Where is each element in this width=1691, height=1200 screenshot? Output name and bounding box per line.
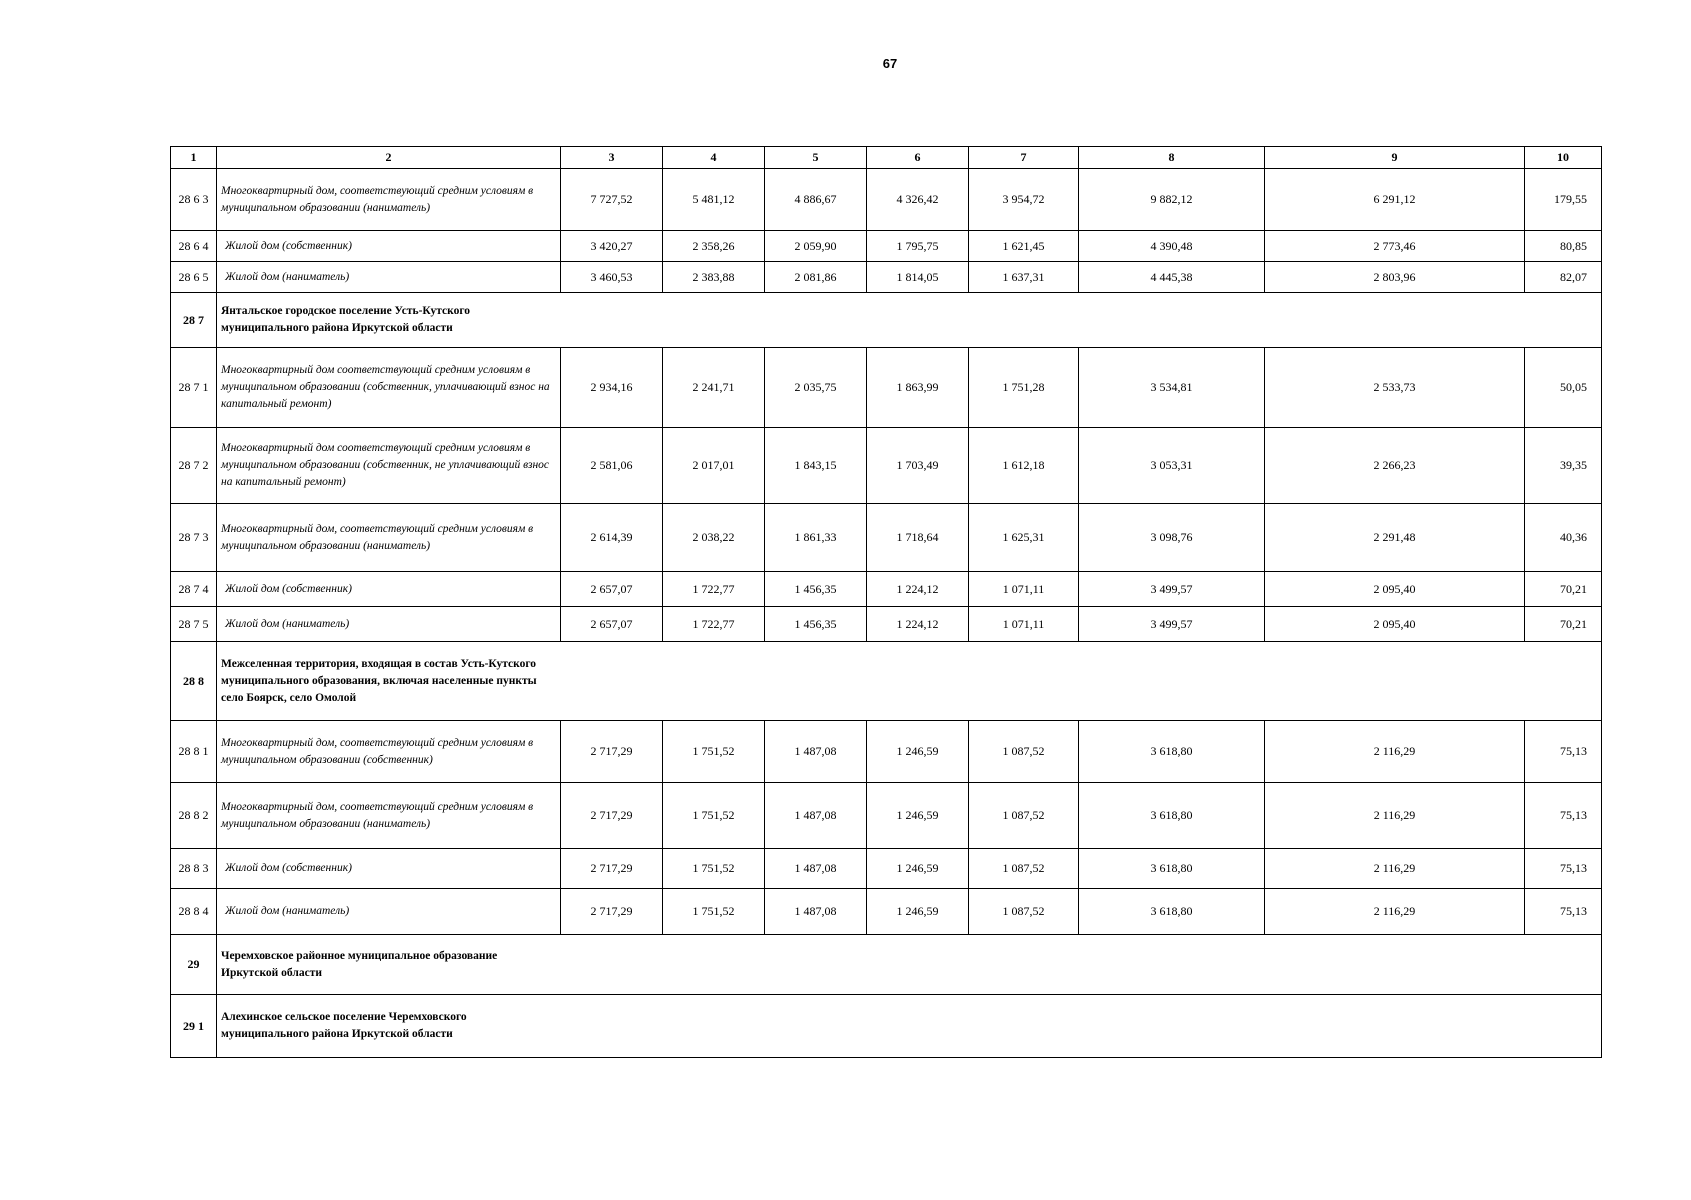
- value-cell-col-6: 1 224,12: [867, 572, 969, 607]
- table-row: [171, 889, 1602, 935]
- value-cell-col-4: 1 751,52: [663, 889, 765, 935]
- section-row: [171, 293, 1602, 348]
- value-cell-col-7: 1 087,52: [969, 849, 1079, 889]
- table-row: [171, 572, 1602, 607]
- value-cell-col-5: 2 081,86: [765, 262, 867, 293]
- section-row: [171, 642, 1602, 721]
- value-cell-col-10: 179,55: [1525, 169, 1602, 231]
- value-cell-col-3: 2 717,29: [561, 783, 663, 849]
- value-cell-col-3: 2 657,07: [561, 607, 663, 642]
- section-title: [217, 642, 1602, 721]
- row-description: Многоквартирный дом, соответствующий средним условиям в муниципальном образовании (собственник): [217, 721, 561, 783]
- value-cell-col-8: 4 390,48: [1079, 231, 1265, 262]
- section-title: [217, 935, 1602, 995]
- value-cell-col-9: 2 116,29: [1265, 849, 1525, 889]
- section-title-text: Межселенная территория, входящая в состав Усть-Кутского муниципального образования, включая населенные пункты село Боярск, село Омолой: [221, 657, 537, 704]
- value-cell-col-8: 4 445,38: [1079, 262, 1265, 293]
- row-code: 28 8 2: [171, 783, 217, 849]
- table-row: [171, 169, 1602, 231]
- row-code: 28 6 4: [171, 231, 217, 262]
- tariff-table: [170, 146, 1602, 1058]
- section-title-text: Алехинское сельское поселение Черемховского муниципального района Иркутской области: [221, 1011, 467, 1040]
- value-cell-col-10: 40,36: [1525, 504, 1602, 572]
- table-row: [171, 504, 1602, 572]
- value-cell-col-5: 1 456,35: [765, 607, 867, 642]
- value-cell-col-10: 82,07: [1525, 262, 1602, 293]
- row-description: Жилой дом (наниматель): [217, 889, 561, 935]
- value-cell-col-7: 1 087,52: [969, 889, 1079, 935]
- value-cell-col-9: 2 116,29: [1265, 721, 1525, 783]
- value-cell-col-7: 1 637,31: [969, 262, 1079, 293]
- value-cell-col-5: 1 843,15: [765, 428, 867, 504]
- value-cell-col-4: 1 722,77: [663, 572, 765, 607]
- value-cell-col-5: 1 456,35: [765, 572, 867, 607]
- value-cell-col-9: 2 266,23: [1265, 428, 1525, 504]
- value-cell-col-9: 2 095,40: [1265, 572, 1525, 607]
- value-cell-col-6: 1 718,64: [867, 504, 969, 572]
- value-cell-col-7: 1 625,31: [969, 504, 1079, 572]
- value-cell-col-7: 1 612,18: [969, 428, 1079, 504]
- value-cell-col-4: 2 241,71: [663, 348, 765, 428]
- value-cell-col-8: 3 098,76: [1079, 504, 1265, 572]
- row-code: 29 1: [171, 995, 217, 1058]
- table-row: [171, 607, 1602, 642]
- value-cell-col-5: 1 487,08: [765, 889, 867, 935]
- value-cell-col-4: 1 751,52: [663, 783, 765, 849]
- value-cell-col-9: 2 803,96: [1265, 262, 1525, 293]
- table-row: [171, 849, 1602, 889]
- section-title: [217, 995, 1602, 1058]
- value-cell-col-10: 50,05: [1525, 348, 1602, 428]
- column-header: 6: [867, 147, 969, 169]
- value-cell-col-8: 3 618,80: [1079, 721, 1265, 783]
- value-cell-col-9: 2 095,40: [1265, 607, 1525, 642]
- row-description: Многоквартирный дом, соответствующий средним условиям в муниципальном образовании (наниматель): [217, 783, 561, 849]
- value-cell-col-9: 6 291,12: [1265, 169, 1525, 231]
- value-cell-col-3: 7 727,52: [561, 169, 663, 231]
- value-cell-col-8: 3 618,80: [1079, 849, 1265, 889]
- column-header: 10: [1525, 147, 1602, 169]
- row-code: 28 8: [171, 642, 217, 721]
- table-row: [171, 348, 1602, 428]
- value-cell-col-10: 70,21: [1525, 607, 1602, 642]
- row-description: Жилой дом (собственник): [217, 572, 561, 607]
- row-code: 28 7 1: [171, 348, 217, 428]
- value-cell-col-3: 2 717,29: [561, 849, 663, 889]
- value-cell-col-7: 1 621,45: [969, 231, 1079, 262]
- column-number-row: [171, 147, 1602, 169]
- row-description: Жилой дом (собственник): [217, 231, 561, 262]
- value-cell-col-6: 1 795,75: [867, 231, 969, 262]
- column-header: 2: [217, 147, 561, 169]
- row-code: 28 7 2: [171, 428, 217, 504]
- row-code: 28 7 5: [171, 607, 217, 642]
- value-cell-col-9: 2 773,46: [1265, 231, 1525, 262]
- column-header: 7: [969, 147, 1079, 169]
- table-row: [171, 783, 1602, 849]
- value-cell-col-5: 1 487,08: [765, 721, 867, 783]
- table-row: [171, 721, 1602, 783]
- value-cell-col-8: 3 534,81: [1079, 348, 1265, 428]
- value-cell-col-7: 1 751,28: [969, 348, 1079, 428]
- table-row: [171, 231, 1602, 262]
- value-cell-col-4: 2 358,26: [663, 231, 765, 262]
- section-title: [217, 293, 1602, 348]
- value-cell-col-3: 2 657,07: [561, 572, 663, 607]
- value-cell-col-10: 75,13: [1525, 889, 1602, 935]
- value-cell-col-4: 1 722,77: [663, 607, 765, 642]
- value-cell-col-6: 4 326,42: [867, 169, 969, 231]
- value-cell-col-4: 5 481,12: [663, 169, 765, 231]
- value-cell-col-7: 1 087,52: [969, 721, 1079, 783]
- value-cell-col-9: 2 116,29: [1265, 889, 1525, 935]
- value-cell-col-5: 1 487,08: [765, 783, 867, 849]
- value-cell-col-6: 1 246,59: [867, 721, 969, 783]
- value-cell-col-8: 3 499,57: [1079, 607, 1265, 642]
- column-header: 4: [663, 147, 765, 169]
- value-cell-col-3: 3 420,27: [561, 231, 663, 262]
- value-cell-col-5: 2 035,75: [765, 348, 867, 428]
- value-cell-col-3: 2 614,39: [561, 504, 663, 572]
- row-code: 28 8 3: [171, 849, 217, 889]
- row-code: 28 8 4: [171, 889, 217, 935]
- tariff-table-container: [170, 146, 1602, 1058]
- value-cell-col-8: 3 499,57: [1079, 572, 1265, 607]
- value-cell-col-5: 2 059,90: [765, 231, 867, 262]
- section-row: [171, 935, 1602, 995]
- row-code: 28 7 4: [171, 572, 217, 607]
- section-title-text: Янтальское городское поселение Усть-Кутского муниципального района Иркутской области: [221, 305, 471, 334]
- value-cell-col-8: 3 053,31: [1079, 428, 1265, 504]
- value-cell-col-4: 1 751,52: [663, 849, 765, 889]
- page-number: 67: [882, 56, 898, 71]
- column-header: 9: [1265, 147, 1525, 169]
- row-description: Многоквартирный дом, соответствующий средним условиям в муниципальном образовании (наниматель): [217, 504, 561, 572]
- value-cell-col-8: 3 618,80: [1079, 889, 1265, 935]
- value-cell-col-10: 75,13: [1525, 783, 1602, 849]
- value-cell-col-3: 2 717,29: [561, 889, 663, 935]
- value-cell-col-6: 1 863,99: [867, 348, 969, 428]
- value-cell-col-10: 39,35: [1525, 428, 1602, 504]
- value-cell-col-8: 9 882,12: [1079, 169, 1265, 231]
- row-description: Жилой дом (наниматель): [217, 262, 561, 293]
- value-cell-col-6: 1 246,59: [867, 849, 969, 889]
- row-description: Многоквартирный дом соответствующий средним условиям в муниципальном образовании (собственник, уплачивающий взнос на капитальный ремонт): [217, 348, 561, 428]
- row-description: Жилой дом (собственник): [217, 849, 561, 889]
- row-code: 28 8 1: [171, 721, 217, 783]
- value-cell-col-6: 1 224,12: [867, 607, 969, 642]
- value-cell-col-3: 3 460,53: [561, 262, 663, 293]
- column-header: 8: [1079, 147, 1265, 169]
- value-cell-col-7: 1 087,52: [969, 783, 1079, 849]
- value-cell-col-4: 1 751,52: [663, 721, 765, 783]
- value-cell-col-7: 3 954,72: [969, 169, 1079, 231]
- column-header: 5: [765, 147, 867, 169]
- row-description: Жилой дом (наниматель): [217, 607, 561, 642]
- column-header: 3: [561, 147, 663, 169]
- value-cell-col-10: 75,13: [1525, 721, 1602, 783]
- value-cell-col-6: 1 246,59: [867, 783, 969, 849]
- row-code: 29: [171, 935, 217, 995]
- value-cell-col-6: 1 246,59: [867, 889, 969, 935]
- value-cell-col-3: 2 934,16: [561, 348, 663, 428]
- value-cell-col-7: 1 071,11: [969, 572, 1079, 607]
- value-cell-col-6: 1 703,49: [867, 428, 969, 504]
- row-code: 28 6 3: [171, 169, 217, 231]
- value-cell-col-4: 2 017,01: [663, 428, 765, 504]
- value-cell-col-5: 1 861,33: [765, 504, 867, 572]
- value-cell-col-7: 1 071,11: [969, 607, 1079, 642]
- section-title-text: Черемховское районное муниципальное образование Иркутской области: [221, 949, 498, 979]
- table-row: [171, 428, 1602, 504]
- value-cell-col-8: 3 618,80: [1079, 783, 1265, 849]
- row-description: Многоквартирный дом, соответствующий средним условиям в муниципальном образовании (наниматель): [217, 169, 561, 231]
- value-cell-col-10: 80,85: [1525, 231, 1602, 262]
- table-row: [171, 262, 1602, 293]
- row-code: 28 6 5: [171, 262, 217, 293]
- value-cell-col-6: 1 814,05: [867, 262, 969, 293]
- value-cell-col-9: 2 291,48: [1265, 504, 1525, 572]
- value-cell-col-3: 2 717,29: [561, 721, 663, 783]
- row-code: 28 7: [171, 293, 217, 348]
- value-cell-col-10: 70,21: [1525, 572, 1602, 607]
- table-body: [171, 169, 1602, 1058]
- section-row: [171, 995, 1602, 1058]
- value-cell-col-5: 4 886,67: [765, 169, 867, 231]
- value-cell-col-5: 1 487,08: [765, 849, 867, 889]
- row-code: 28 7 3: [171, 504, 217, 572]
- row-description: Многоквартирный дом соответствующий средним условиям в муниципальном образовании (собственник, не уплачивающий взнос на капитальный ремонт): [217, 428, 561, 504]
- value-cell-col-9: 2 116,29: [1265, 783, 1525, 849]
- value-cell-col-9: 2 533,73: [1265, 348, 1525, 428]
- value-cell-col-3: 2 581,06: [561, 428, 663, 504]
- value-cell-col-4: 2 038,22: [663, 504, 765, 572]
- column-header: 1: [171, 147, 217, 169]
- value-cell-col-10: 75,13: [1525, 849, 1602, 889]
- value-cell-col-4: 2 383,88: [663, 262, 765, 293]
